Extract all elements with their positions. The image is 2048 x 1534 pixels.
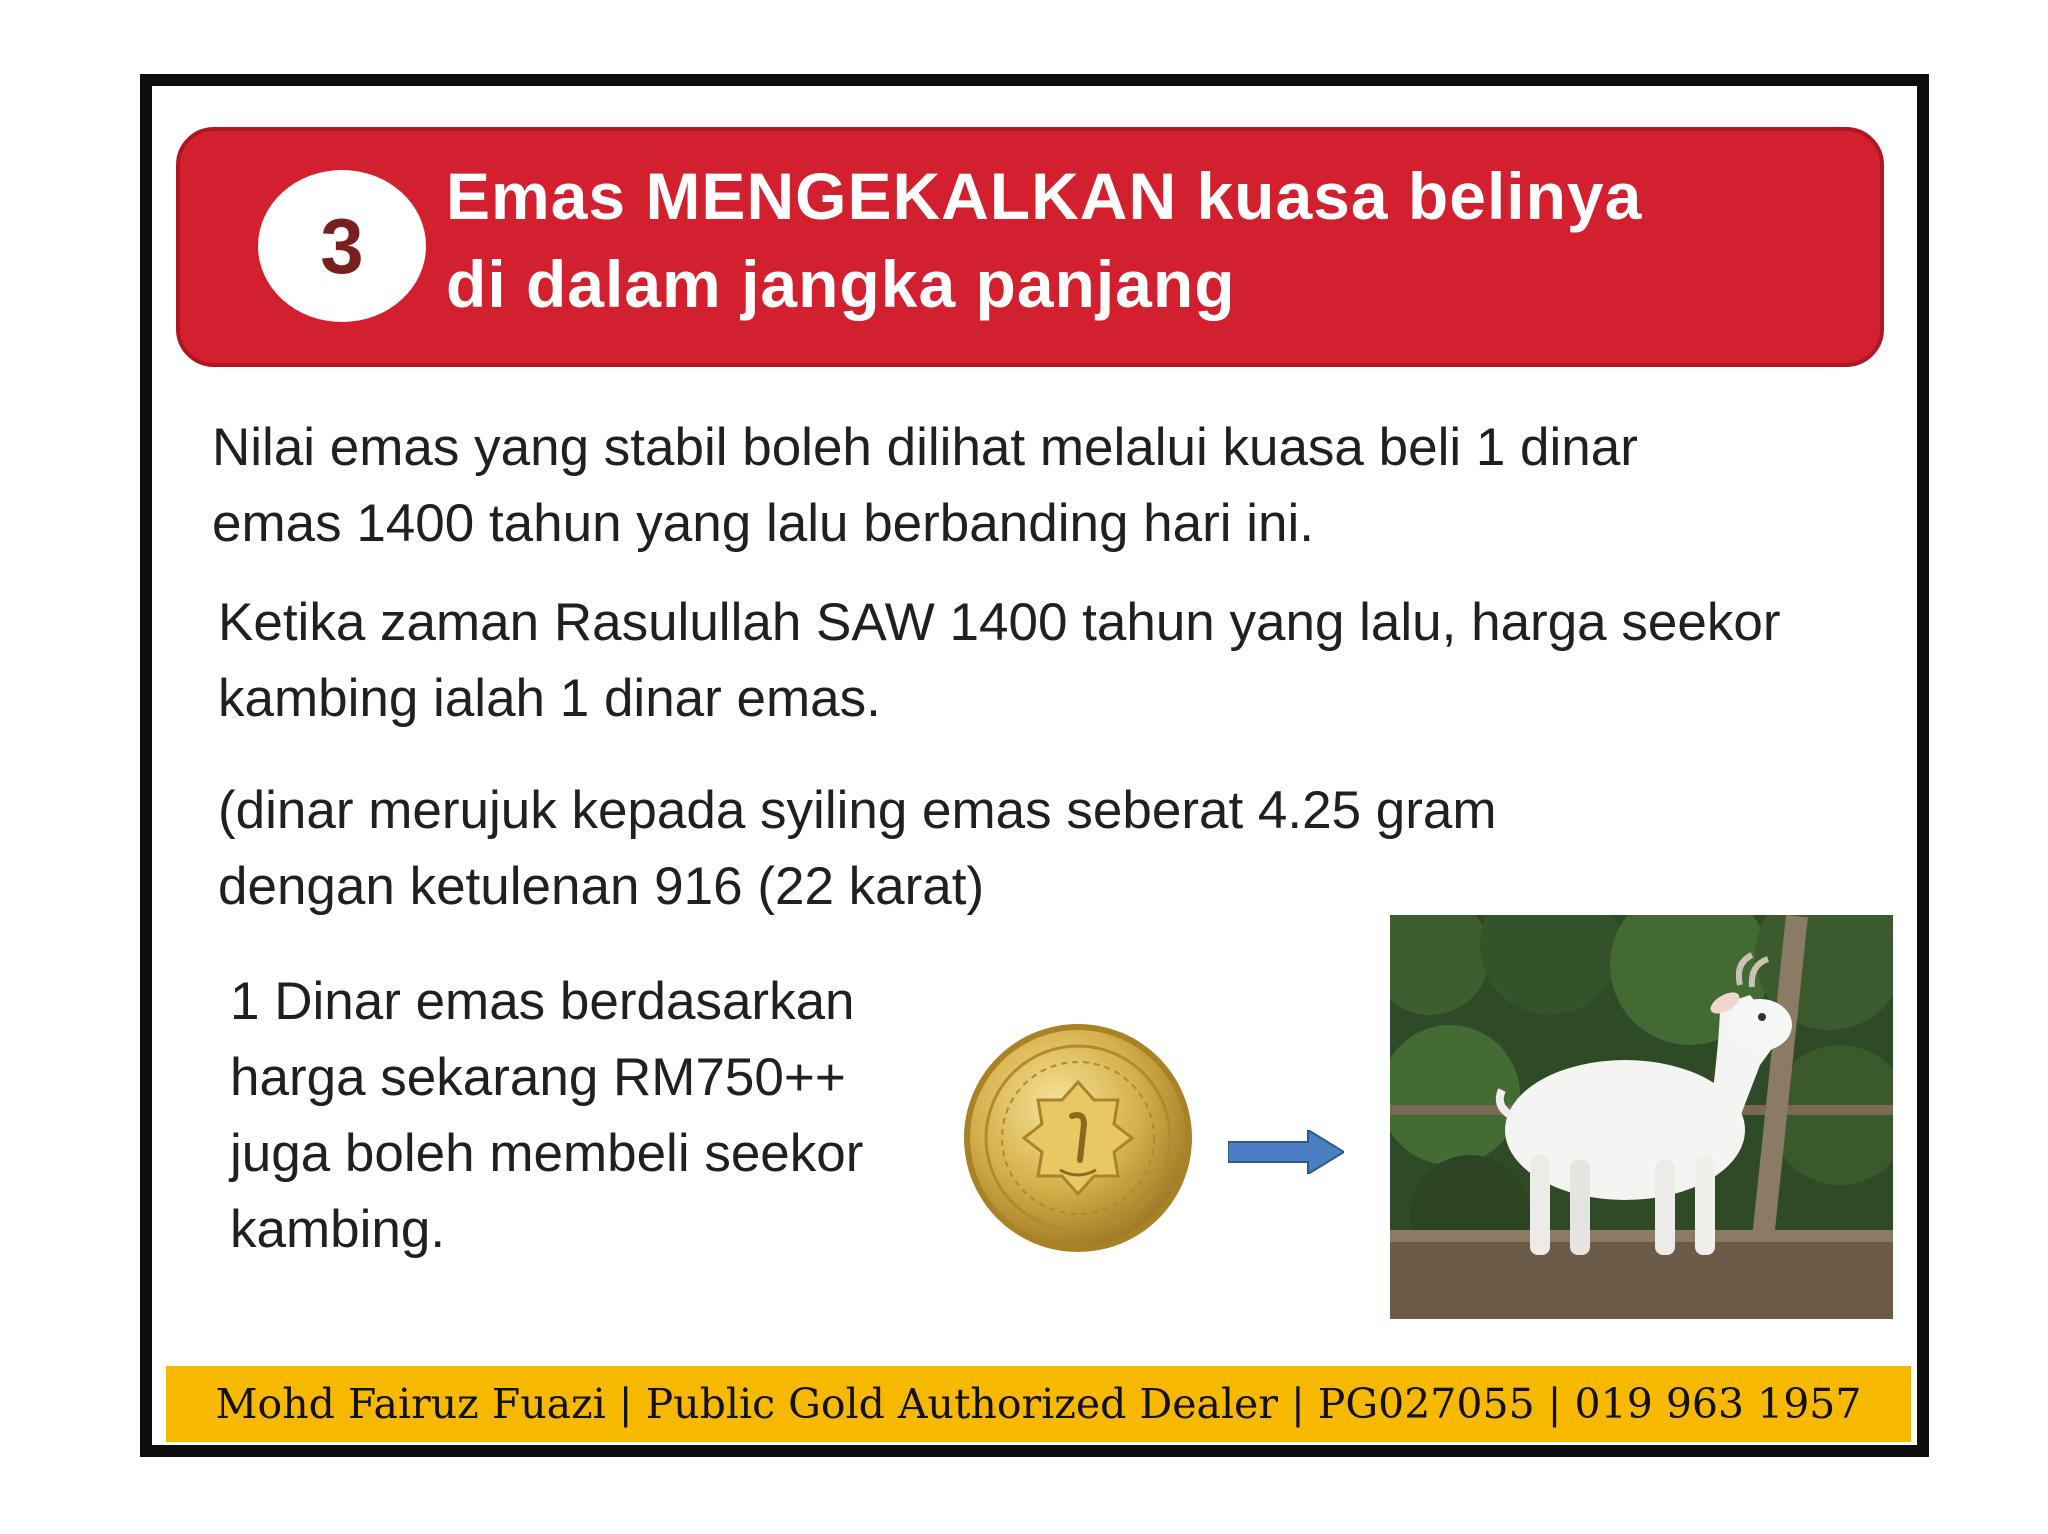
paragraph-line: emas 1400 tahun yang lalu berbanding hari ini. [212, 494, 1315, 553]
banner-title [446, 152, 1846, 328]
paragraph-dinar-definition [218, 773, 1918, 925]
number-label: 3 [320, 201, 364, 290]
paragraph-line: (dinar merujuk kepada syiling emas seberat 4.25 gram [218, 781, 1497, 840]
footer-dealer-bar [166, 1366, 1911, 1442]
gold-dinar-coin-icon [960, 1020, 1196, 1256]
paragraph-stability [212, 410, 1912, 562]
paragraph-line: 1 Dinar emas berdasarkan [230, 972, 855, 1031]
paragraph-line: kambing. [230, 1200, 446, 1259]
paragraph-line: kambing ialah 1 dinar emas. [218, 669, 881, 728]
paragraph-line: dengan ketulenan 916 (22 karat) [218, 857, 985, 916]
number-badge [258, 170, 426, 322]
goat-photo-icon [1390, 915, 1893, 1319]
paragraph-line: Ketika zaman Rasulullah SAW 1400 tahun yang lalu, harga seekor [218, 593, 1781, 652]
footer-text: Mohd Fairuz Fuazi | Public Gold Authorized Dealer | PG027055 | 019 963 1957 [215, 1380, 1862, 1428]
paragraph-history [218, 585, 1938, 737]
paragraph-line: harga sekarang RM750++ [230, 1048, 846, 1107]
paragraph-current-price [230, 964, 970, 1268]
banner-title-line2: di dalam jangka panjang [446, 247, 1236, 321]
paragraph-line: Nilai emas yang stabil boleh dilihat melalui kuasa beli 1 dinar [212, 418, 1638, 477]
paragraph-line: juga boleh membeli seekor [230, 1124, 864, 1183]
right-arrow-icon [1228, 1130, 1344, 1174]
banner-title-line1: Emas MENGEKALKAN kuasa belinya [446, 159, 1643, 233]
